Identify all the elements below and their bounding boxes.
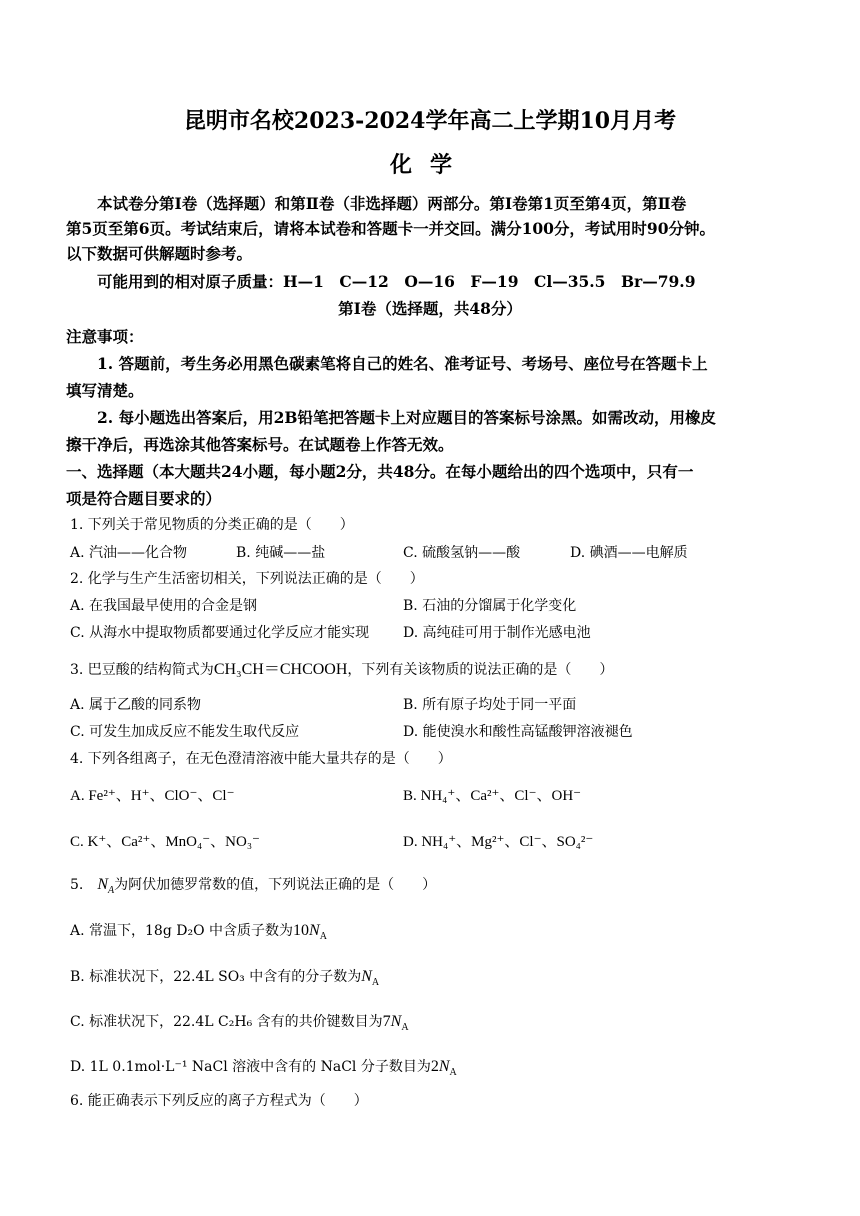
q5-option-c-text: C. 标准状况下，22.4L C₂H₆ 含有的共价键数目为	[70, 1014, 383, 1030]
q1-option-b: B. 纯碱——盐	[236, 545, 326, 561]
q5-na-symbol: $N_A$	[97, 876, 115, 897]
note-2-line-1: 2. 每小题选出答案后，用2B铅笔把答题卡上对应题目的答案标号涂黑。如需改动，用橡皮	[97, 408, 716, 427]
q3-formula: CH₃CH＝CHCOOH	[213, 661, 348, 678]
q5-option-a: A. 常温下，18g D₂O 中含质子数为$10N_A$	[70, 922, 327, 943]
part-1-heading-line-1: 一、选择题（本大题共24小题，每小题2分，共48分。在每小题给出的四个选项中，只有一	[66, 462, 694, 481]
q3-option-c: C. 可发生加成反应不能发生取代反应	[70, 724, 300, 740]
q2-option-c: C. 从海水中提取物质都要通过化学反应才能实现	[70, 625, 370, 641]
q5-option-c: C. 标准状况下，22.4L C₂H₆ 含有的共价键数目为$7N_A$	[70, 1013, 409, 1034]
q1-option-c: C. 硫酸氢钠——酸	[403, 545, 521, 561]
notes-heading: 注意事项：	[66, 327, 144, 346]
q3-stem-post: ，下列有关该物质的说法正确的是（ ）	[347, 662, 614, 678]
note-1-line-1: 1. 答题前，考生务必用黑色碳素笔将自己的姓名、准考证号、考场号、座位号在答题卡上	[97, 354, 708, 373]
q5-option-b: B. 标准状况下，22.4L SO₃ 中含有的分子数为$N_A$	[70, 968, 380, 989]
q2-option-d: D. 高纯硅可用于制作光感电池	[403, 625, 591, 641]
intro-line-1: 本试卷分第Ⅰ卷（选择题）和第Ⅱ卷（非选择题）两部分。第Ⅰ卷第1页至第4页，第Ⅱ卷	[97, 194, 687, 213]
q3-option-a: A. 属于乙酸的同系物	[70, 697, 202, 713]
q1-option-a: A. 汽油——化合物	[70, 545, 188, 561]
q4-stem: 4. 下列各组离子，在无色澄清溶液中能大量共存的是（ ）	[70, 751, 452, 767]
q2-option-a: A. 在我国最早使用的合金是钢	[70, 598, 258, 614]
q3-stem	[70, 656, 613, 679]
atomic-mass-line: 可能用到的相对原子质量：H—1 C—12 O—16 F—19 Cl—35.5 Br—79.9	[97, 272, 696, 291]
q4-option-c: C. K⁺、Ca²⁺、MnO₄⁻、NO₃⁻	[70, 834, 260, 850]
q5-stem: 5. $N_A$为阿伏加德罗常数的值，下列说法正确的是（ ）	[70, 876, 437, 897]
q1-stem: 1. 下列关于常见物质的分类正确的是（ ）	[70, 517, 354, 533]
part-1-heading-line-2: 项是符合题目要求的）	[66, 489, 222, 508]
q5-stem-post: 为阿伏加德罗常数的值，下列说法正确的是（ ）	[114, 877, 437, 893]
note-1-line-2: 填写清楚。	[66, 381, 144, 400]
q2-stem: 2. 化学与生产生活密切相关，下列说法正确的是（ ）	[70, 571, 424, 587]
subject-title: 化学	[389, 152, 470, 178]
intro-line-3: 以下数据可供解题时参考。	[66, 244, 253, 263]
q3-stem-pre: 3. 巴豆酸的结构简式为	[70, 662, 214, 678]
q1-option-d: D. 碘酒——电解质	[570, 545, 688, 561]
q5-option-b-text: B. 标准状况下，22.4L SO₃ 中含有的分子数为	[70, 969, 362, 985]
q2-option-b: B. 石油的分馏属于化学变化	[403, 598, 577, 614]
intro-line-2: 第5页至第6页。考试结束后，请将本试卷和答题卡一并交回。满分100分，考试用时90分钟。	[66, 219, 715, 238]
q5-option-a-text: A. 常温下，18g D₂O 中含质子数为	[70, 923, 294, 939]
q5-option-d-text: D. 1L 0.1mol·L⁻¹ NaCl 溶液中含有的 NaCl 分子数目为	[70, 1059, 431, 1075]
q3-option-b: B. 所有原子均处于同一平面	[403, 697, 577, 713]
q6-stem: 6. 能正确表示下列反应的离子方程式为（ ）	[70, 1093, 368, 1109]
section-1-heading: 第Ⅰ卷（选择题，共48分）	[338, 299, 522, 318]
q4-option-d: D. NH₄⁺、Mg²⁺、Cl⁻、SO₄²⁻	[403, 834, 594, 850]
q3-option-d: D. 能使溴水和酸性高锰酸钾溶液褪色	[403, 724, 633, 740]
q4-option-a: A. Fe²⁺、H⁺、ClO⁻、Cl⁻	[70, 788, 235, 804]
q5-option-d: D. 1L 0.1mol·L⁻¹ NaCl 溶液中含有的 NaCl 分子数目为$2N_A$	[70, 1058, 457, 1079]
note-2-line-2: 擦干净后，再选涂其他答案标号。在试题卷上作答无效。	[66, 435, 454, 454]
q4-option-b: B. NH₄⁺、Ca²⁺、Cl⁻、OH⁻	[403, 788, 582, 804]
exam-title: 昆明市名校2023-2024学年高二上学期10月月考	[183, 108, 677, 134]
